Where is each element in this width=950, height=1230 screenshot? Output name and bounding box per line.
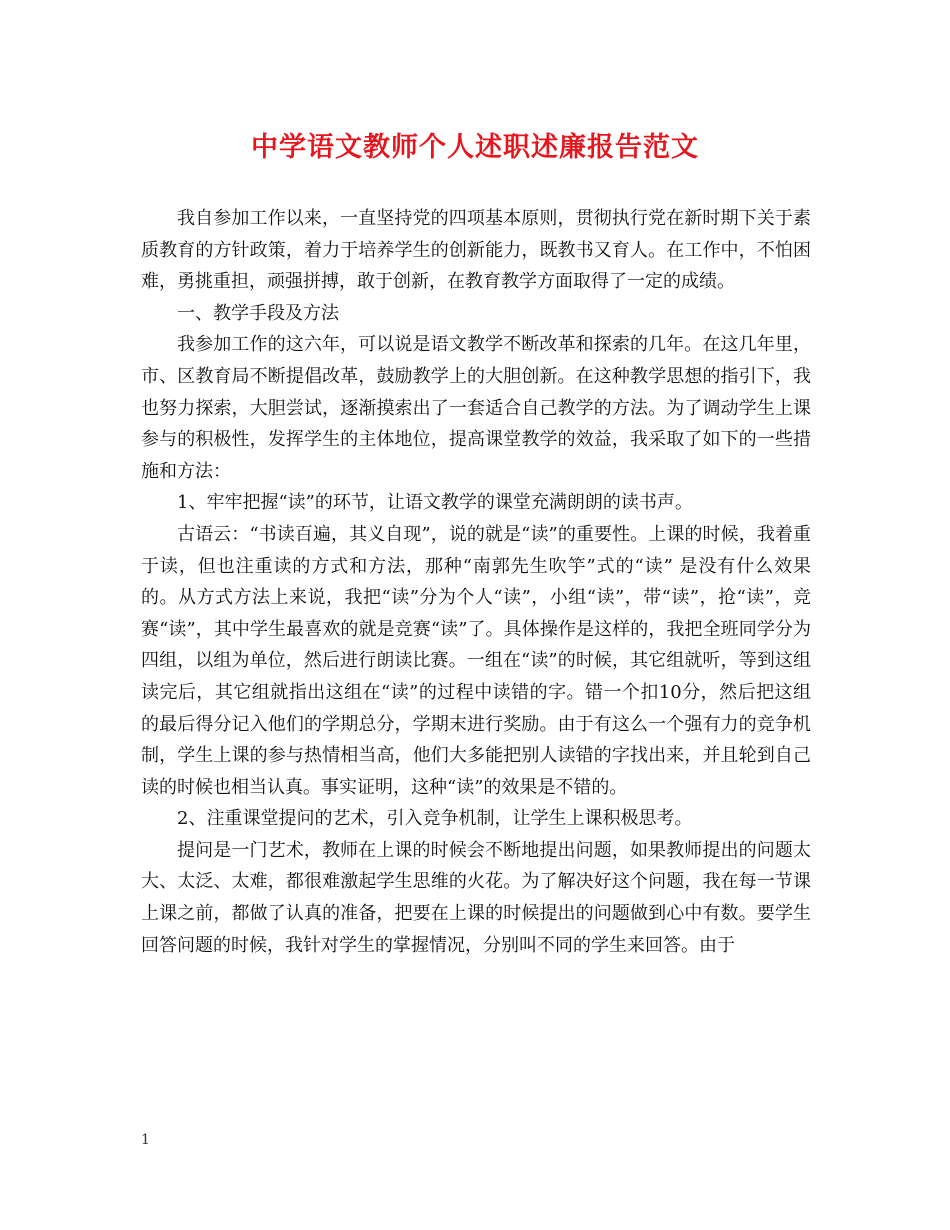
subheading-reading: 1、牢牢把握“读”的环节，让语文教学的课堂充满朗朗的读书声。 (177, 492, 693, 514)
subheading-questioning: 2、注重课堂提问的艺术，引入竞争机制，让学生上课积极思考。 (177, 808, 693, 830)
paragraph-questioning: 提问是一门艺术，教师在上课的时候会不断地提出问题，如果教师提出的问题太大、太泛、太难，都很难激起学生思维的火花。为了解决好这个问题，我在每一节课上课之前，都做了认真的准备，把要在上课的时候提出的问题做到心中有数。要学生回答问题的时候，我针对学生的掌握情况，分别叫不同的学生来回答。由于 (141, 839, 811, 956)
document-title: 中学语文教师个人述职述廉报告范文 (251, 132, 699, 163)
paragraph-intro: 我自参加工作以来，一直坚持党的四项基本原则，贯彻执行党在新时期下关于素质教育的方针政策，着力于培养学生的创新能力，既教书又育人。在工作中，不怕困难，勇挑重担，顽强拼搏，敢于创新，在教育教学方面取得了一定的成绩。 (141, 208, 811, 293)
paragraph-teaching-exploration: 我参加工作的这六年，可以说是语文教学不断改革和探索的几年。在这几年里，市、区教育局不断提倡改革，鼓励教学上的大胆创新。在这种教学思想的指引下，我也努力探索，大胆尝试，逐渐摸索出了一套适合自己教学的方法。为了调动学生上课参与的积极性，发挥学生的主体地位，提高课堂教学的效益，我采取了如下的一些措施和方法： (141, 334, 811, 482)
document-body (141, 203, 811, 961)
paragraph-reading: 古语云：“书读百遍，其义自现”，说的就是“读”的重要性。上课的时候，我着重于读，但也注重读的方式和方法，那种“南郭先生吹竽”式的“读” 是没有什么效果的。从方式方法上来说，我把“读”分为个人“读”，小组“读”，带“读”，抢“读”，竞赛“读”，其中学生最喜欢的就是竞赛“读”了。具体操作是这样的，我把全班同学分为四组，以组为单位，然后进行朗读比赛。一组在“读”的时候，其它组就听，等到这组读完后，其它组就指出这组在“读”的过程中读错的字。错一个扣10分，然后把这组的最后得分记入他们的学期总分，学期末进行奖励。由于有这么一个强有力的竞争机制，学生上课的参与热情相当高，他们大多能把别人读错的字找出来，并且轮到自己读的时候也相当认真。事实证明，这种“读”的效果是不错的。 (141, 523, 811, 798)
page-number: 1 (141, 1132, 150, 1148)
section-heading-teaching-methods: 一、教学手段及方法 (177, 302, 339, 324)
